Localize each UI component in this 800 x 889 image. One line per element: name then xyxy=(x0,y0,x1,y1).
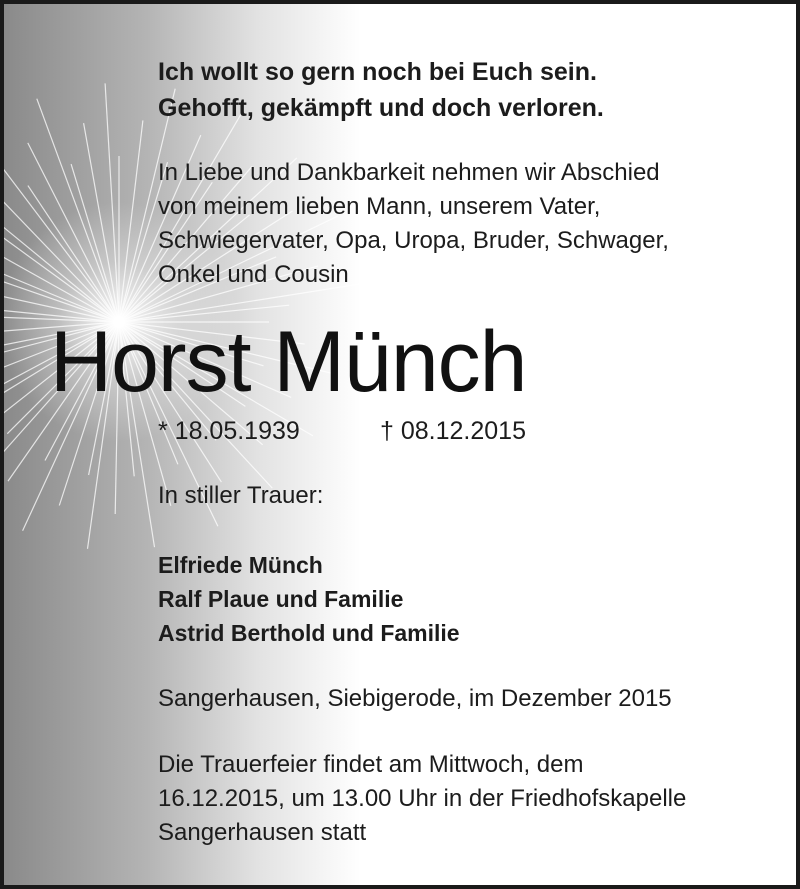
funeral-line: 16.12.2015, um 13.00 Uhr in der Friedhofskapelle xyxy=(158,785,687,812)
intro-line: Schwiegervater, Opa, Uropa, Bruder, Schwager, xyxy=(158,227,669,254)
life-dates xyxy=(158,414,526,448)
mourner: Elfriede Münch xyxy=(158,552,323,578)
death-date: † 08.12.2015 xyxy=(380,417,526,445)
funeral-notice xyxy=(158,748,686,850)
mourning-label: In stiller Trauer: xyxy=(158,482,324,509)
intro-line: von meinem lieben Mann, unserem Vater, xyxy=(158,193,601,220)
intro-line: In Liebe und Dankbarkeit nehmen wir Abschied xyxy=(158,159,660,186)
mourner: Ralf Plaue und Familie xyxy=(158,586,404,612)
verse-line: Gehofft, gekämpft und doch verloren. xyxy=(158,94,604,122)
place-date: Sangerhausen, Siebigerode, im Dezember 2015 xyxy=(158,685,672,712)
birth-date: * 18.05.1939 xyxy=(158,417,300,445)
intro-text xyxy=(158,156,669,292)
verse xyxy=(158,54,604,126)
verse-line: Ich wollt so gern noch bei Euch sein. xyxy=(158,58,597,86)
mourner: Astrid Berthold und Familie xyxy=(158,620,460,646)
deceased-name: Horst Münch xyxy=(50,314,527,410)
funeral-line: Die Trauerfeier findet am Mittwoch, dem xyxy=(158,751,584,778)
funeral-line: Sangerhausen statt xyxy=(158,819,367,846)
intro-line: Onkel und Cousin xyxy=(158,261,349,288)
mourners-list xyxy=(158,548,460,650)
